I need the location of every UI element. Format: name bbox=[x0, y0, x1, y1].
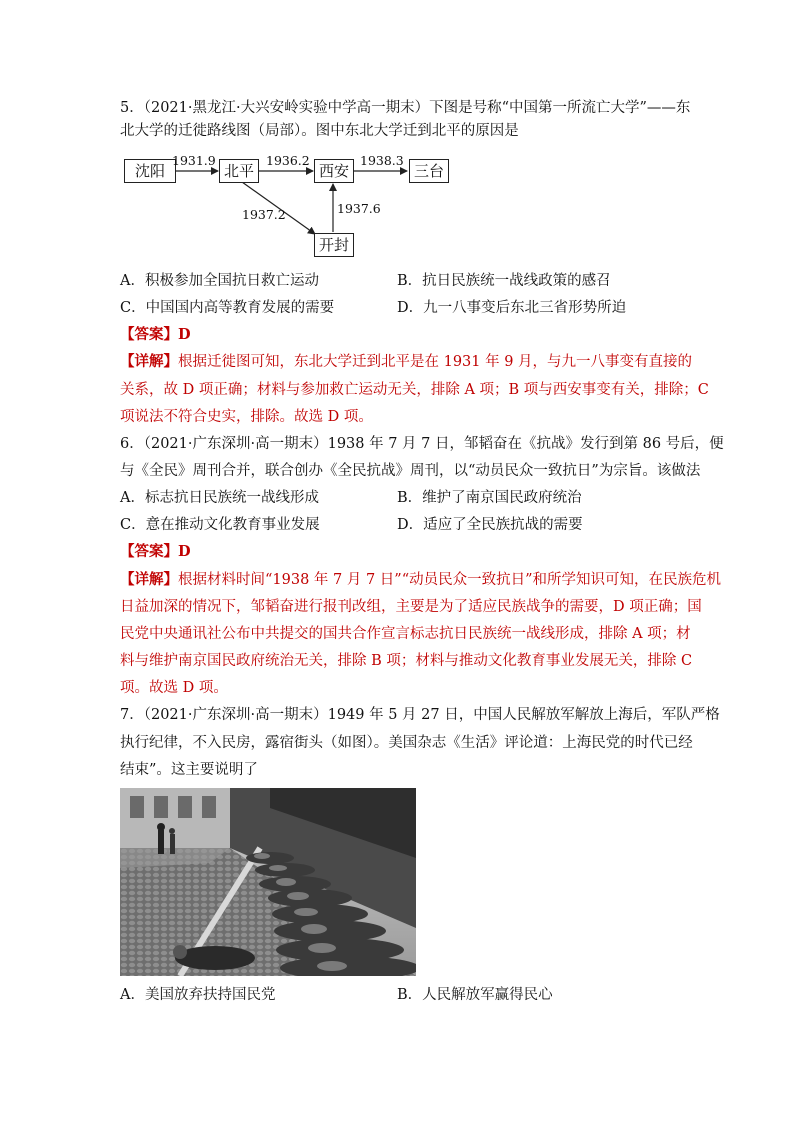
edge-label-1936-2: 1936.2 bbox=[266, 153, 310, 168]
q7-option-b: B．人民解放军赢得民心 bbox=[397, 987, 553, 1003]
diagram-arrows bbox=[0, 0, 794, 270]
node-kaifeng: 开封 bbox=[314, 233, 354, 257]
q6-stem-line2: 与《全民》周刊合并，联合创办《全民抗战》周刊，以“动员民众一致抗日”为宗旨。该做法 bbox=[120, 463, 701, 479]
q7-stem-line2: 执行纪律，不入民房，露宿街头（如图）。美国杂志《生活》评论道：上海民党的时代已经 bbox=[120, 735, 693, 751]
node-santai: 三台 bbox=[409, 159, 449, 183]
q5-option-b: B．抗日民族统一战线政策的感召 bbox=[397, 273, 611, 289]
edge-label-1931-9: 1931.9 bbox=[172, 153, 216, 168]
q6-answer: 【答案】D bbox=[120, 543, 191, 560]
q6-option-d: D．适应了全民族抗战的需要 bbox=[397, 517, 583, 533]
q5-option-d: D．九一八事变后东北三省形势所迫 bbox=[397, 300, 627, 316]
q5-option-a: A．积极参加全国抗日救亡运动 bbox=[120, 273, 319, 289]
edge-label-1938-3: 1938.3 bbox=[360, 153, 404, 168]
q6-option-b: B．维护了南京国民政府统治 bbox=[397, 490, 582, 506]
node-xian: 西安 bbox=[314, 159, 354, 183]
q6-stem-line1: 6．（2021·广东深圳·高一期末）1938 年 7 月 7 日，邹韬奋在《抗战》发行到第 86 号后，便 bbox=[120, 436, 724, 452]
q7-stem-line1: 7．（2021·广东深圳·高一期末）1949 年 5 月 27 日，中国人民解放军解放上海后，军队严格 bbox=[120, 707, 720, 723]
q5-answer: 【答案】D bbox=[120, 326, 191, 343]
q5-detail-line3: 项说法不符合史实，排除。故选 D 项。 bbox=[120, 409, 373, 425]
q7-stem-line3: 结束”。这主要说明了 bbox=[120, 762, 258, 778]
node-shenyang: 沈阳 bbox=[124, 159, 176, 183]
q5-option-c: C．中国国内高等教育发展的需要 bbox=[120, 300, 335, 316]
q7-option-a: A．美国放弃扶持国民党 bbox=[120, 987, 276, 1003]
node-beiping: 北平 bbox=[219, 159, 259, 183]
edge-label-1937-2: 1937.2 bbox=[242, 207, 286, 222]
q6-detail-label: 【详解】 bbox=[120, 571, 178, 588]
soldiers-sleeping-on-street-photo bbox=[120, 788, 416, 976]
q6-detail-line4: 料与维护南京国民政府统治无关，排除 B 项；材料与推动文化教育事业发展无关，排除 C bbox=[120, 653, 693, 669]
q5-detail-line2: 关系，故 D 项正确；材料与参加救亡运动无关，排除 A 项；B 项与西安事变有关，排除；C bbox=[120, 382, 709, 398]
q5-stem-line1: 5．（2021·黑龙江·大兴安岭实验中学高一期末）下图是号称“中国第一所流亡大学”——东 bbox=[120, 100, 691, 116]
q6-detail-line2: 日益加深的情况下，邹韬奋进行报刊改组，主要是为了适应民族战争的需要，D 项正确；国 bbox=[120, 599, 702, 615]
q6-option-a: A．标志抗日民族统一战线形成 bbox=[120, 490, 319, 506]
q6-detail-line1: 【详解】根据材料时间“1938 年 7 月 7 日”“动员民众一致抗日”和所学知识可知，在民族危机 bbox=[120, 571, 722, 588]
q6-option-c: C．意在推动文化教育事业发展 bbox=[120, 517, 320, 533]
q5-detail-label: 【详解】 bbox=[120, 353, 178, 370]
q6-detail-line5: 项。故选 D 项。 bbox=[120, 680, 228, 696]
q5-stem-line2: 北大学的迁徙路线图（局部）。图中东北大学迁到北平的原因是 bbox=[120, 123, 519, 139]
edge-label-1937-6: 1937.6 bbox=[337, 201, 381, 216]
q6-detail-line3: 民党中央通讯社公布中共提交的国共合作宣言标志抗日民族统一战线形成，排除 A 项；材 bbox=[120, 626, 691, 642]
q5-detail-line1: 【详解】根据迁徙图可知，东北大学迁到北平是在 1931 年 9 月，与九一八事变有直接的 bbox=[120, 353, 693, 370]
